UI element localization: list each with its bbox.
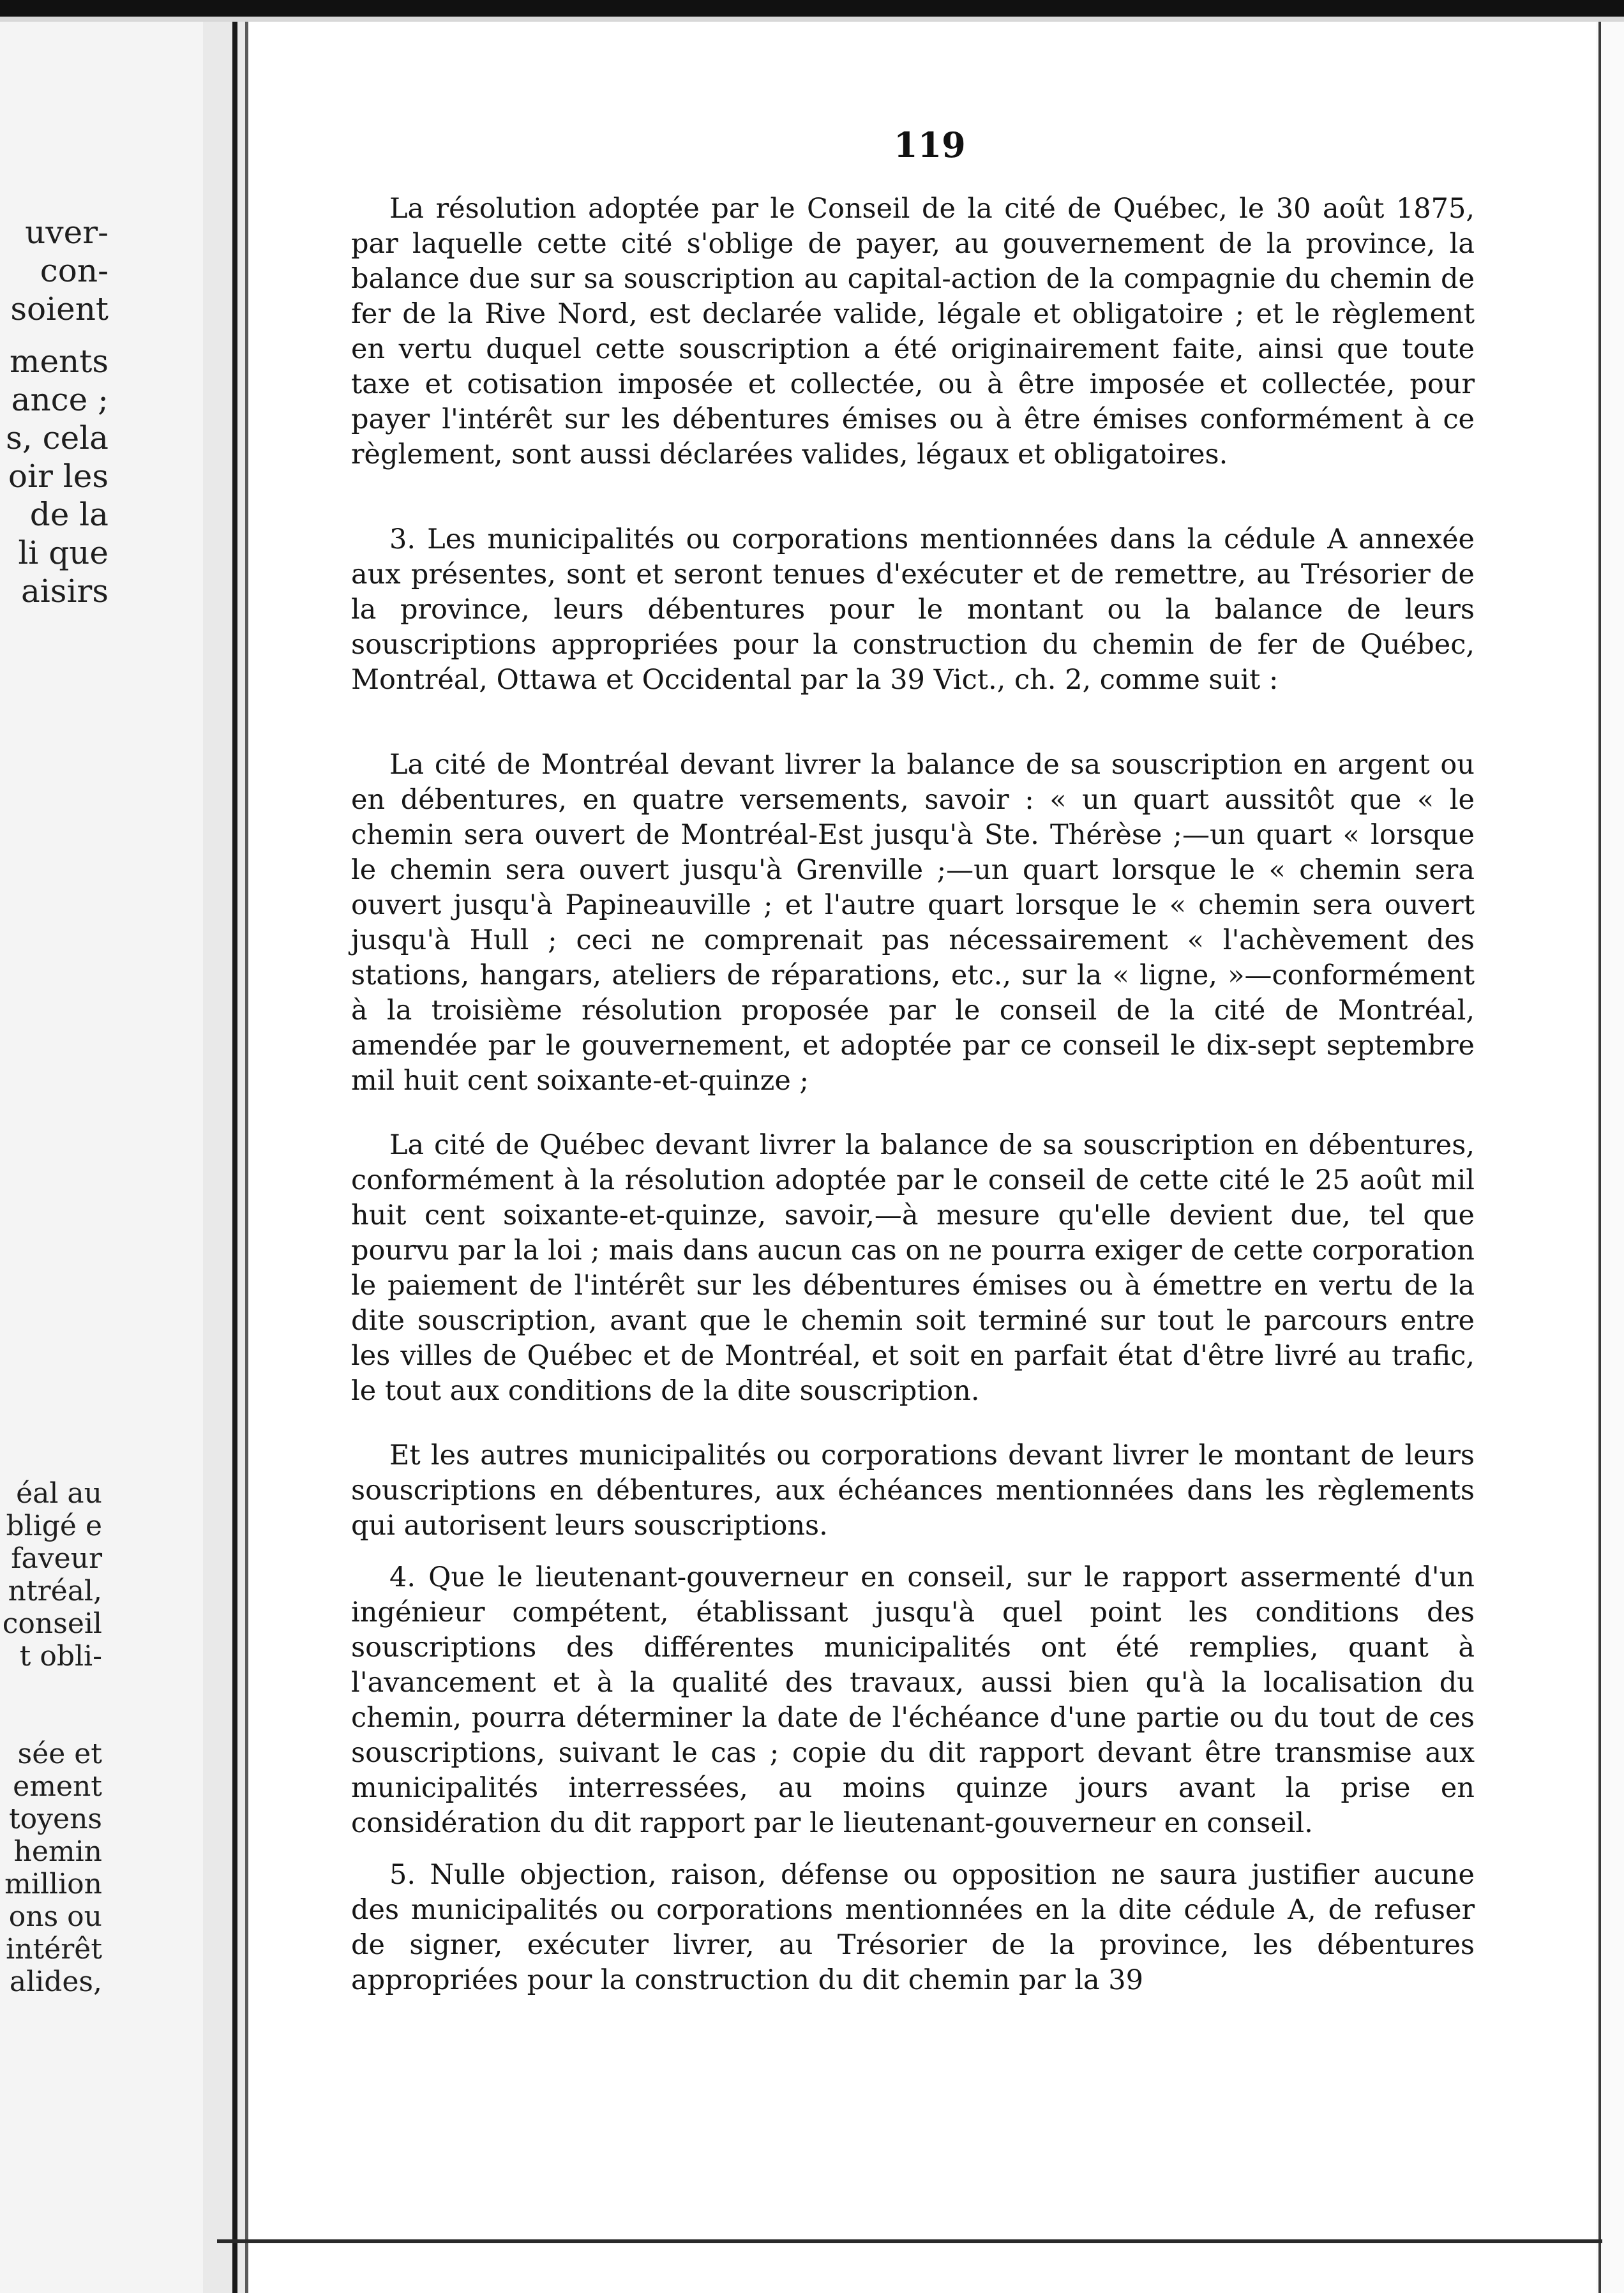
paragraph-section-5: 5. Nulle objection, raison, défense ou opposition ne saura justifier aucune des municipalités ou corporations mentionnées en la dite cédule A, de refuser de signer, exécuter livrer, au Trésorier de la province, les débentures appropriées pour la construction du dit chemin par la 39 [351, 1859, 1475, 1996]
page-right-edge [1598, 22, 1601, 2293]
gutter-edge-light [245, 22, 248, 2293]
facing-line: ement [13, 1770, 102, 1803]
paragraph-section-3: 3. Les municipalités ou corporations mentionnées dans la cédule A annexée aux présentes, sont et seront tenues d'exécuter et de remettre, au Trésorier de la province, leurs débentures pour le montant ou la balance de leurs souscriptions appropriées pour la construction du chemin de fer de Québec, Montréal, Ottawa et Occidental par la 39 Vict., ch. 2, comme suit : [351, 523, 1475, 696]
facing-line: éal au [16, 1477, 102, 1510]
paragraph-resolution-quebec: La résolution adoptée par le Conseil de la cité de Québec, le 30 août 1875, par laquelle cette cité s'oblige de payer, au gouvernement de la province, la balance due sur sa souscription au capital-action de la compagnie du chemin de fer de la Rive Nord, est declarée valide, légale et obligatoire ; et le règlement en vertu duquel cette souscription a été originairement faite, ainsi que toute taxe et cotisation imposée et collectée, ou à être imposée et collectée, pour payer l'intérêt sur les débentures émises ou à être émises conformément à ce règlement, sont aussi déclarées valides, légaux et obligatoires. [351, 193, 1475, 470]
facing-line: de la [29, 496, 109, 533]
facing-line: con- [40, 252, 109, 289]
facing-line: soient [10, 290, 109, 327]
book-gutter [203, 22, 248, 2293]
facing-line: s, cela [6, 419, 109, 456]
paragraph-section-4: 4. Que le lieutenant-gouverneur en conseil, sur le rapport assermenté d'un ingénieur compétent, établissant jusqu'à quel point les conditions des souscriptions des différentes municipalités ont été remplies, quant à l'avancement et à la qualité des travaux, aussi bien qu'à la localisation du chemin, pourra déterminer la date de l'échéance d'une partie ou du tout de ces souscriptions, suivant le cas ; copie du dit rapport devant être transmise aux municipalités interressées, au moins quinze jours avant la prise en considération du dit rapport par le lieutenant-gouverneur en conseil. [351, 1561, 1475, 1839]
facing-line: oir les [8, 458, 109, 495]
scan-top-shadow [0, 17, 1624, 22]
facing-line: million [4, 1868, 102, 1900]
facing-line: bligé e [6, 1510, 102, 1542]
facing-line: toyens [9, 1803, 102, 1835]
facing-line: sée et [17, 1738, 102, 1770]
facing-line: t obli- [19, 1640, 102, 1673]
facing-line: intérêt [6, 1933, 102, 1966]
facing-page-text-top [0, 213, 109, 610]
facing-line: alides, [9, 1966, 102, 1998]
facing-line: uver- [25, 214, 109, 251]
gutter-edge-dark [232, 22, 237, 2293]
page-number: 119 [894, 124, 966, 165]
facing-line: faveur [11, 1542, 102, 1575]
facing-line: li que [18, 534, 109, 571]
paragraph-montreal: La cité de Montréal devant livrer la balance de sa souscription en argent ou en débentures, en quatre versements, savoir : « un quart aussitôt que « le chemin sera ouvert de Montréal-Est jusqu'à Ste. Thérèse ;—un quart « lorsque le chemin sera ouvert jusqu'à Grenville ;—un quart lorsque le « chemin sera ouvert jusqu'à Papineauville ; et l'autre quart lorsque le « chemin sera ouvert jusqu'à Hull ; ceci ne comprenait pas nécessairement « l'achèvement des stations, hangars, ateliers de réparations, etc., sur la « ligne, »—conformément à la troisième résolution proposée par le conseil de la cité de Montréal, amendée par le gouvernement, et adoptée par ce conseil le dix-sept septembre mil huit cent soixante-et-quinze ; [351, 749, 1475, 1097]
scan-top-border [0, 0, 1624, 17]
facing-line: conseil [2, 1607, 102, 1640]
paragraph-other-municipalities: Et les autres municipalités ou corporations devant livrer le montant de leurs souscriptions en débentures, aux échéances mentionnées dans les règlements qui autorisent leurs souscriptions. [351, 1440, 1475, 1542]
facing-line [0, 1673, 102, 1705]
facing-line [0, 1705, 102, 1738]
facing-line: aisirs [20, 573, 109, 610]
page-body [351, 192, 1475, 1998]
paragraph-quebec: La cité de Québec devant livrer la balance de sa souscription en débentures, conformément à la résolution adoptée par le conseil de cette cité le 25 août mil huit cent soixante-et-quinze, savoir,—à mesure qu'elle devient due, tel que pourvu par la loi ; mais dans aucun cas on ne pourra exiger de cette corporation le paiement de l'intérêt sur les débentures émises ou à émettre en vertu de la dite souscription, avant que le chemin soit terminé sur tout le parcours entre les villes de Québec et de Montréal, et soit en parfait état d'être livré au trafic, le tout aux conditions de la dite souscription. [351, 1129, 1475, 1407]
facing-line: ance ; [11, 381, 109, 418]
facing-page-text-bottom [0, 1477, 102, 1998]
facing-line: ons ou [8, 1900, 102, 1933]
facing-line: hemin [13, 1835, 102, 1868]
facing-line: ments [10, 343, 109, 380]
page-bottom-edge [217, 2239, 1602, 2243]
facing-page [0, 22, 203, 2293]
facing-line: ntréal, [8, 1575, 102, 1607]
